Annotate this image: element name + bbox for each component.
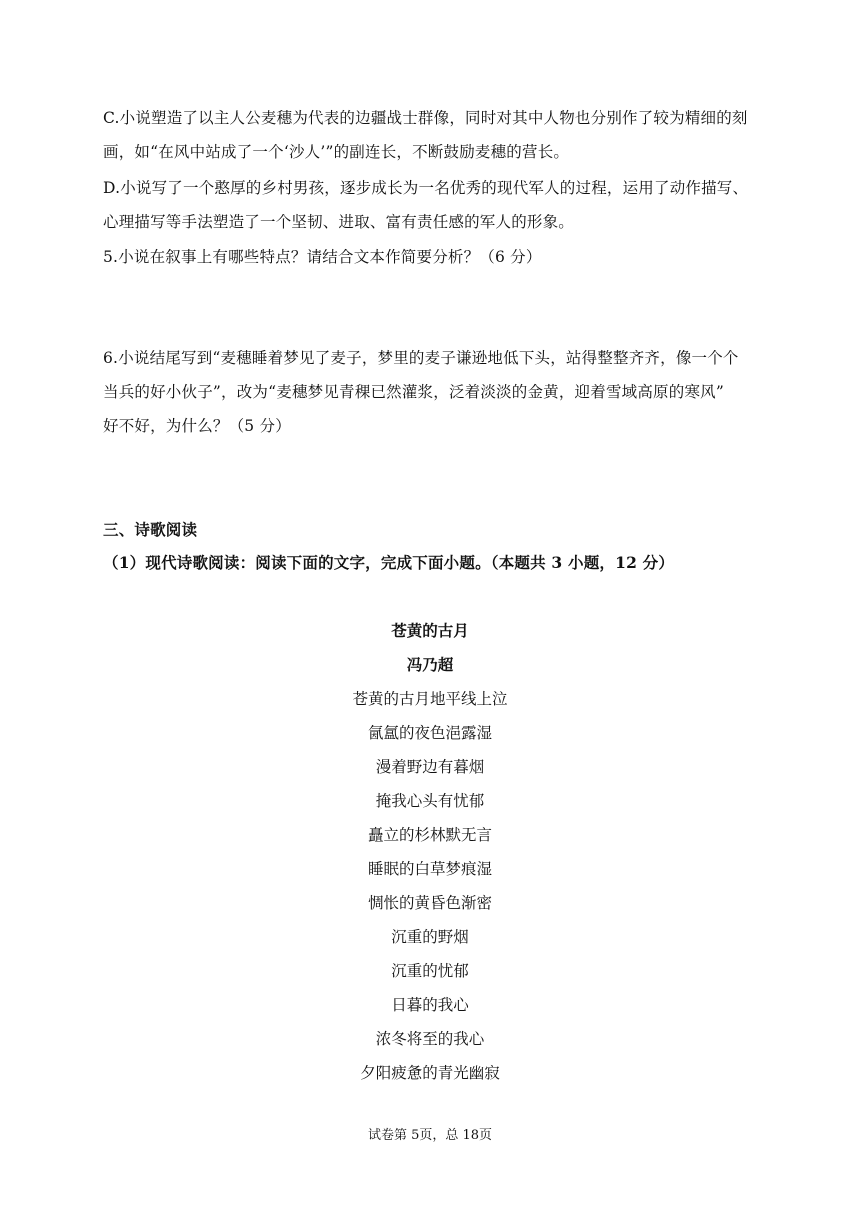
option-d-line-2: 心理描写等手法塑造了一个坚韧、进取、富有责任感的军人的形象。 xyxy=(103,213,575,231)
poem-line: 沉重的野烟 xyxy=(391,928,469,946)
question-6 xyxy=(103,341,763,443)
question-6-line-1: 6.小说结尾写到“麦穗睡着梦见了麦子，梦里的麦子谦逊地低下头，站得整整齐齐，像一个个 xyxy=(103,349,739,367)
poem-line: 惆怅的黄昏色渐密 xyxy=(367,894,492,912)
question-6-line-3: 好不好，为什么？（5 分） xyxy=(103,417,291,435)
section-sub-heading xyxy=(103,546,803,580)
poem-line: 漫着野边有暮烟 xyxy=(375,758,485,776)
poem xyxy=(0,614,860,1090)
question-5 xyxy=(103,240,763,274)
section-heading-text: 三、诗歌阅读 xyxy=(103,520,198,539)
option-d xyxy=(103,171,763,239)
poem-line: 夕阳疲惫的青光幽寂 xyxy=(360,1064,500,1082)
poem-line: 睡眠的白草梦痕湿 xyxy=(367,860,492,878)
poem-line: 沉重的忧郁 xyxy=(391,962,469,980)
poem-line: 苍黄的古月地平线上泣 xyxy=(352,690,508,708)
option-c xyxy=(103,101,763,169)
option-c-line-1: C.小说塑造了以主人公麦穗为代表的边疆战士群像，同时对其中人物也分别作了较为精细的刻 xyxy=(103,109,748,127)
poem-line: 矗立的杉林默无言 xyxy=(367,826,492,844)
poem-author: 冯乃超 xyxy=(406,655,454,674)
poem-line: 掩我心头有忧郁 xyxy=(375,792,485,810)
poem-title: 苍黄的古月 xyxy=(391,621,469,640)
poem-line: 氤氲的夜色浥露湿 xyxy=(367,724,492,742)
page-footer xyxy=(0,1126,860,1146)
page-number-info: 试卷第 5页，总 18页 xyxy=(367,1128,493,1143)
option-d-line-1: D.小说写了一个憨厚的乡村男孩，逐步成长为一名优秀的现代军人的过程，运用了动作描写、 xyxy=(103,179,749,197)
option-c-line-2: 画，如“在风中站成了一个‘沙人’”的副连长，不断鼓励麦穗的营长。 xyxy=(103,143,570,161)
poem-line: 日暮的我心 xyxy=(391,996,469,1014)
poem-line: 浓冬将至的我心 xyxy=(375,1030,485,1048)
section-sub-heading-text: （1）现代诗歌阅读：阅读下面的文字，完成下面小题。（本题共 3 小题，12 分） xyxy=(103,553,675,572)
question-5-text: 5.小说在叙事上有哪些特点？请结合文本作简要分析？（6 分） xyxy=(103,248,542,266)
section-heading xyxy=(103,513,763,547)
question-6-line-2: 当兵的好小伙子”，改为“麦穗梦见青稞已然灌浆，泛着淡淡的金黄，迎着雪域高原的寒风” xyxy=(103,383,724,401)
